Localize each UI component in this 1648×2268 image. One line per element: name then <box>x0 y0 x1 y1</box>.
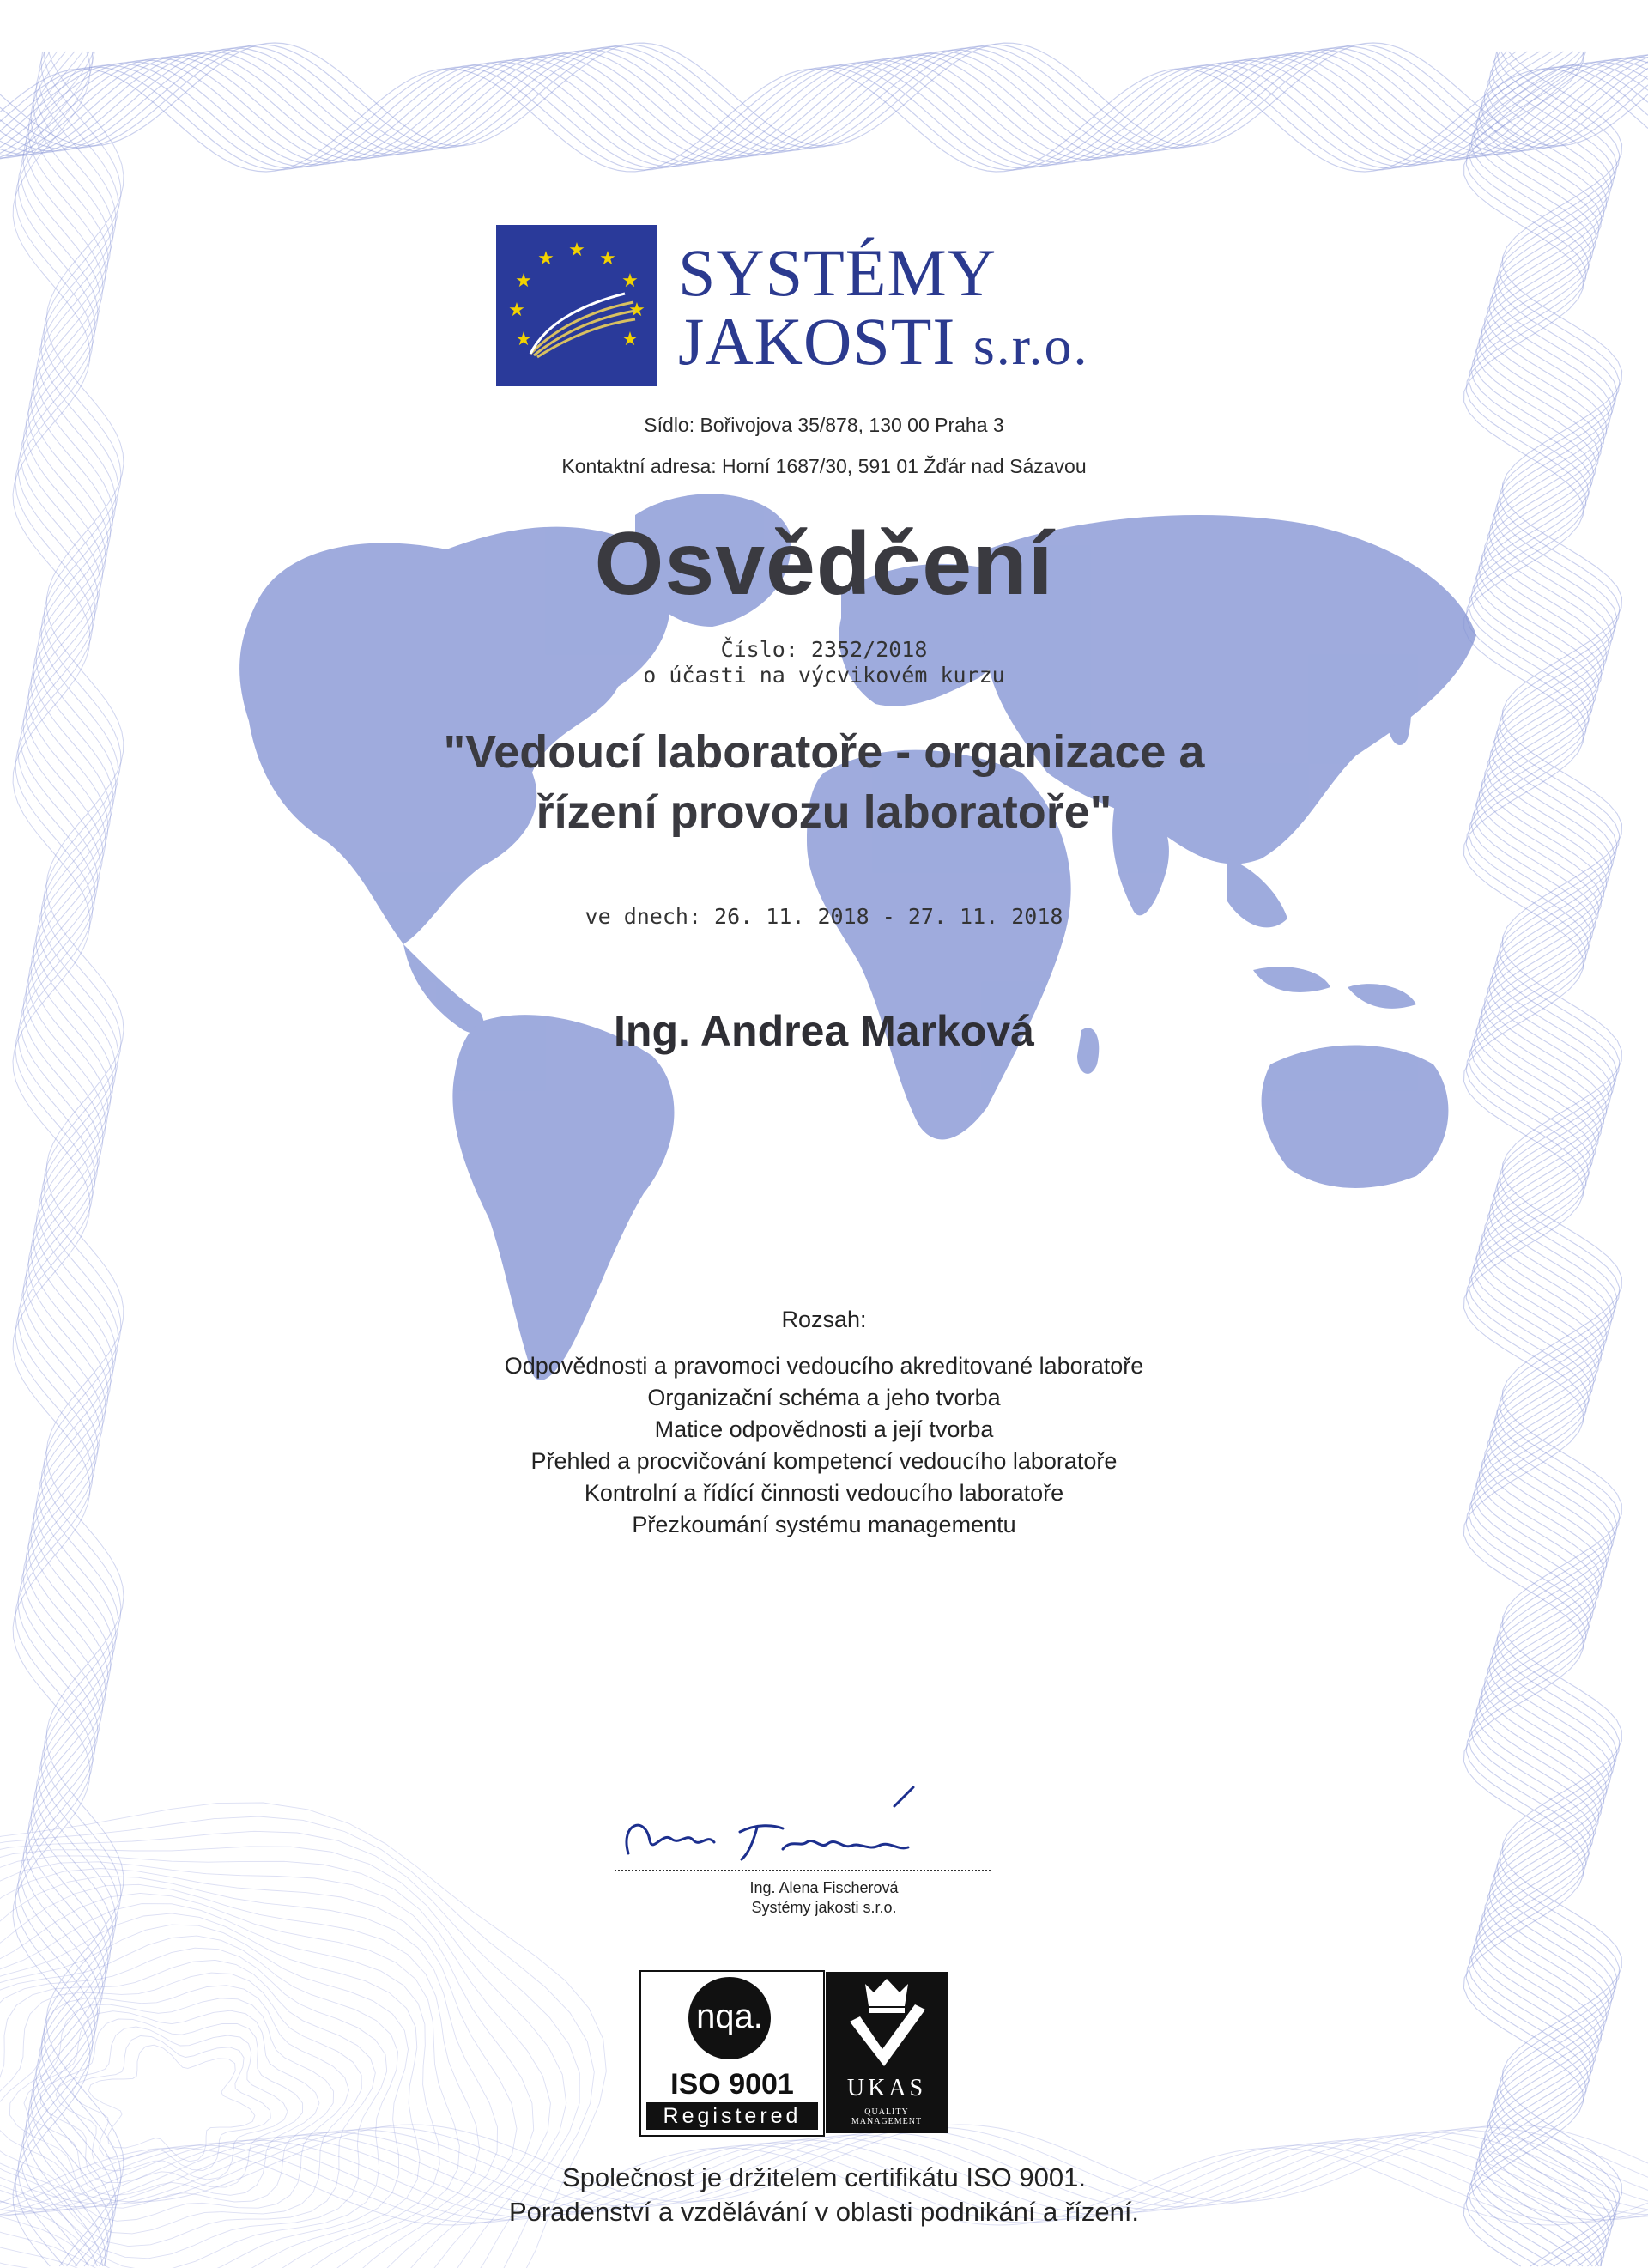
svg-text:★: ★ <box>621 270 639 292</box>
iso-9001-label: ISO 9001 <box>670 2068 794 2101</box>
scope-list-wrapper <box>0 1350 1648 1541</box>
signatory-org: Systémy jakosti s.r.o. <box>751 1899 897 1916</box>
handwritten-signature <box>611 1772 972 1866</box>
list-item: Odpovědnosti a pravomoci vedoucího akreditované laboratoře <box>504 1353 1144 1379</box>
recipient-name: Ing. Andrea Marková <box>614 1007 1034 1055</box>
svg-text:★: ★ <box>621 329 639 350</box>
crown-check-icon <box>826 1972 948 2073</box>
certificate-title: Osvědčení <box>594 514 1054 614</box>
course-dates: ve dnech: 26. 11. 2018 - 27. 11. 2018 <box>585 904 1063 929</box>
ukas-sub1: QUALITY <box>864 2107 909 2117</box>
company-name <box>678 235 1089 380</box>
company-name-line1: SYSTÉMY <box>678 235 997 310</box>
footer-line1: Společnost je držitelem certifikátu ISO 9001. <box>562 2162 1086 2192</box>
svg-text:★: ★ <box>568 240 585 261</box>
svg-text:★: ★ <box>515 270 532 292</box>
scope-list <box>0 1350 1648 1541</box>
list-item: Kontrolní a řídící činnosti vedoucího laboratoře <box>584 1480 1064 1506</box>
nqa-logo: nqa. <box>688 1977 771 2059</box>
nqa-iso-badge <box>639 1970 825 2137</box>
ukas-sub-label <box>826 2107 948 2126</box>
signature-line <box>615 1870 991 1871</box>
ukas-label: UKAS <box>846 2075 927 2101</box>
certificate-number: Číslo: 2352/2018 <box>720 637 928 662</box>
company-suffix: s.r.o. <box>972 315 1089 376</box>
company-logo <box>496 225 657 386</box>
ukas-badge <box>826 1972 948 2133</box>
list-item: Přezkoumání systému managementu <box>632 1512 1016 1537</box>
svg-text:★: ★ <box>515 329 532 350</box>
eu-stars-icon <box>496 225 657 386</box>
svg-text:★: ★ <box>537 248 554 270</box>
list-item: Matice odpovědnosti a její tvorba <box>654 1416 994 1442</box>
list-item: Přehled a procvičování kompetencí vedoucího laboratoře <box>530 1448 1118 1474</box>
signatory-name: Ing. Alena Fischerová <box>749 1879 899 1896</box>
company-address: Sídlo: Bořivojova 35/878, 130 00 Praha 3 <box>644 414 1004 436</box>
svg-text:★: ★ <box>508 300 525 321</box>
footer-line2: Poradenství a vzdělávání v oblasti podnikání a řízení. <box>508 2197 1140 2227</box>
scope-heading: Rozsah: <box>781 1307 867 1332</box>
registered-label: Registered <box>646 2102 818 2130</box>
svg-text:★: ★ <box>599 248 616 270</box>
svg-text:★: ★ <box>628 300 645 321</box>
course-title-line2: řízení provozu laboratoře" <box>536 786 1112 838</box>
course-title-line1: "Vedoucí laboratoře - organizace a <box>443 726 1205 778</box>
company-contact: Kontaktní adresa: Horní 1687/30, 591 01 Žďár nad Sázavou <box>561 455 1087 477</box>
list-item: Organizační schéma a jeho tvorba <box>647 1385 1001 1410</box>
participation-text: o účasti na výcvikovém kurzu <box>643 663 1005 688</box>
company-name-line2: JAKOSTI <box>678 304 956 379</box>
ukas-sub2: MANAGEMENT <box>851 2117 923 2126</box>
